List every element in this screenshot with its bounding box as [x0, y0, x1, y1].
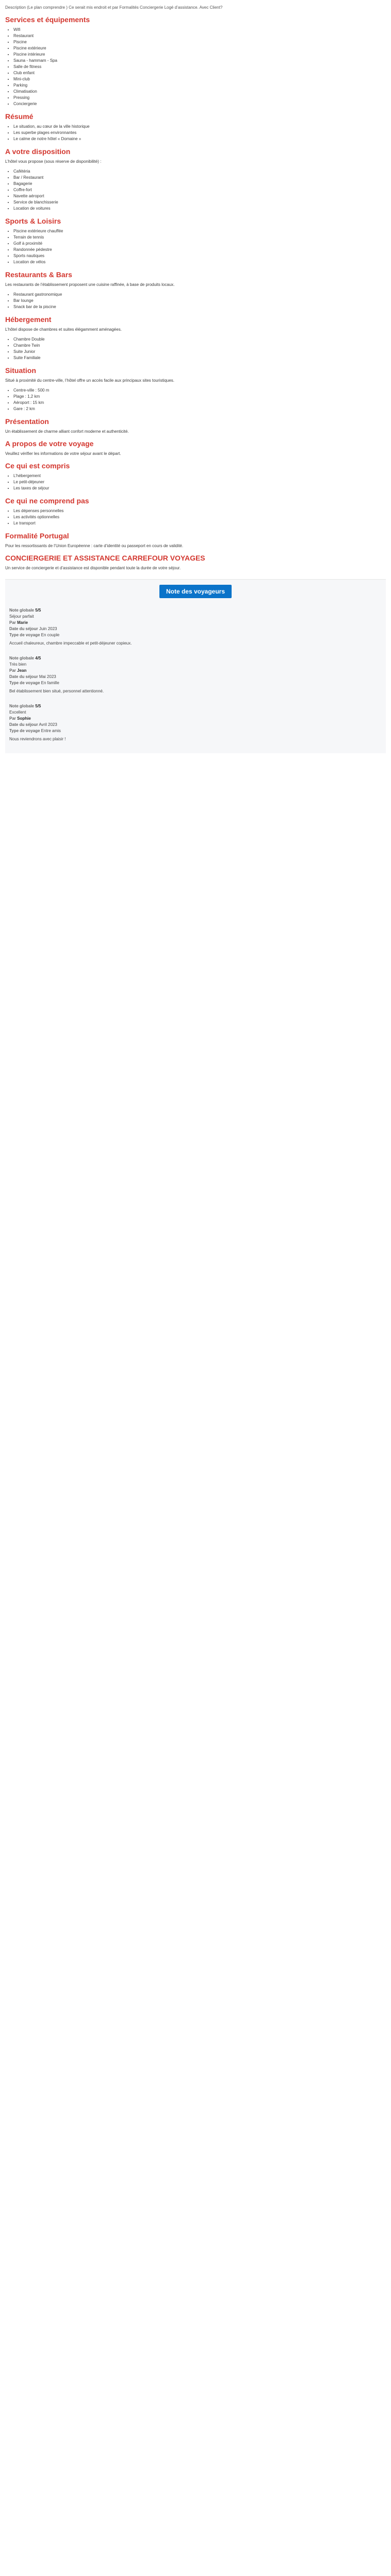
list-item: • Location de vélos: [13, 259, 386, 265]
review-comment: Bel établissement bien situé, personnel attentionné.: [9, 689, 104, 693]
section-text: L’hôtel dispose de chambres et suites élégamment aménagées.: [5, 327, 122, 332]
list-item: • Wifi: [13, 27, 386, 33]
review-type: En couple: [41, 633, 60, 637]
list-item: • Service de blanchisserie: [13, 199, 386, 206]
section-title: Services et équipements: [5, 15, 90, 24]
list-item: • Gare : 2 km: [13, 406, 386, 412]
section-text: Situé à proximité du centre-ville, l’hôtel offre un accès facile aux principaux sites touristiques.: [5, 378, 175, 383]
list-item: • Les taxes de séjour: [13, 485, 386, 492]
sports-list: [13, 228, 386, 265]
section-title: Situation: [5, 366, 36, 375]
author-label: Par: [9, 716, 16, 721]
list-item: • Le calme de notre hôtel « Domaine »: [13, 136, 386, 142]
type-label: Type de voyage: [9, 728, 40, 733]
list-item: • Terrain de tennis: [13, 234, 386, 241]
page: [5, 5, 386, 2576]
section-text: Les restaurants de l’établissement proposent une cuisine raffinée, à base de produits locaux.: [5, 282, 175, 287]
list-item: • Les activités optionnelles: [13, 514, 386, 520]
section-formalites: [5, 532, 386, 549]
list-item: • Aéroport : 15 km: [13, 400, 386, 406]
list-item: • Piscine intérieure: [13, 52, 386, 58]
list-item: • Navette aéroport: [13, 193, 386, 199]
review-item: [5, 652, 386, 700]
section-situation: [5, 366, 386, 412]
list-item: • Le petit-déjeuner: [13, 479, 386, 485]
date-label: Date du séjour: [9, 674, 38, 679]
list-item: • Bar lounge: [13, 298, 386, 304]
section-title: Formalité Portugal: [5, 532, 69, 540]
author-label: Par: [9, 668, 16, 673]
non-compris-list: [13, 508, 386, 527]
review-author: Jean: [17, 668, 27, 673]
list-item: • Suite Familiale: [13, 355, 386, 361]
list-item: • Parking: [13, 82, 386, 89]
section-hebergement: [5, 315, 386, 361]
section-title: CONCIERGERIE ET ASSISTANCE CARREFOUR VOYAGES: [5, 554, 205, 562]
type-label: Type de voyage: [9, 633, 40, 637]
section-title: Résumé: [5, 112, 34, 121]
review-rating-row: [9, 655, 382, 662]
date-label: Date du séjour: [9, 626, 38, 631]
review-date: Juin 2023: [39, 626, 57, 631]
type-label: Type de voyage: [9, 681, 40, 685]
hebergement-list: [13, 336, 386, 361]
section-text: Un service de conciergerie et d’assistance est disponible pendant toute la durée de votre séjour.: [5, 566, 181, 570]
list-item: • Plage : 1,2 km: [13, 394, 386, 400]
list-item: • Climatisation: [13, 89, 386, 95]
section-a-propos: [5, 439, 386, 456]
list-item: • Sports nautiques: [13, 253, 386, 259]
review-title: Excellent: [9, 710, 26, 715]
review-item: [5, 700, 386, 748]
review-date-row: [9, 674, 382, 680]
section-text: Un établissement de charme alliant confort moderne et authenticité.: [5, 429, 129, 434]
review-type: Entre amis: [41, 728, 61, 733]
reviews-section: [5, 579, 386, 753]
list-item: • Le situation, au cœur de la ville historique: [13, 124, 386, 130]
section-intro: L’hôtel vous propose (sous réserve de disponibilité) :: [5, 159, 102, 164]
services-list: [13, 27, 386, 107]
reviews-header: Note des voyageurs: [159, 585, 232, 598]
list-item: • Location de voitures: [13, 206, 386, 212]
review-comment: Accueil chaleureux, chambre impeccable et petit-déjeuner copieux.: [9, 641, 132, 646]
list-item: • Pressing: [13, 95, 386, 101]
review-date: Mai 2023: [39, 674, 56, 679]
resume-list: [13, 124, 386, 142]
list-item: • Le transport: [13, 520, 386, 527]
list-item: • Conciergerie: [13, 101, 386, 107]
list-item: • Club enfant: [13, 70, 386, 76]
review-type-row: [9, 680, 382, 686]
section-restaurants: [5, 270, 386, 310]
review-comment: Nous reviendrons avec plaisir !: [9, 737, 66, 741]
rating-label: Note globale: [9, 704, 35, 708]
review-item: [5, 604, 386, 652]
section-title: A propos de votre voyage: [5, 439, 94, 448]
review-date-row: [9, 626, 382, 632]
review-author-row: [9, 620, 382, 626]
section-title: Restaurants & Bars: [5, 270, 72, 279]
list-item: • Piscine: [13, 39, 386, 45]
list-item: • Bar / Restaurant: [13, 175, 386, 181]
rating-value: 5/5: [35, 704, 41, 708]
review-rating-row: [9, 703, 382, 709]
section-presentation: [5, 417, 386, 434]
list-item: • Chambre Twin: [13, 343, 386, 349]
review-type: En famille: [41, 681, 59, 685]
rating-label: Note globale: [9, 608, 35, 613]
section-title: Présentation: [5, 417, 49, 426]
list-item: • Mini-club: [13, 76, 386, 82]
section-title: Ce qui est compris: [5, 462, 70, 470]
list-item: • Restaurant gastronomique: [13, 292, 386, 298]
list-item: • Salle de fitness: [13, 64, 386, 70]
list-item: • Cafétéria: [13, 168, 386, 175]
review-date: Avril 2023: [39, 722, 57, 727]
compris-list: [13, 473, 386, 492]
section-resume: [5, 112, 386, 142]
list-item: • Suite Junior: [13, 349, 386, 355]
review-author: Sophie: [17, 716, 31, 721]
section-services: [5, 15, 386, 107]
list-item: • Restaurant: [13, 33, 386, 39]
review-type-row: [9, 728, 382, 734]
section-title: Hébergement: [5, 315, 52, 324]
review-title: Très bien: [9, 662, 27, 667]
section-text: Veuillez vérifier les informations de votre séjour avant le départ.: [5, 451, 121, 456]
page-description: Description (Le plan comprendre ) Ce serait mis endroit et par Formalités Conciergerie Logé d’assistance. Avec Client?: [5, 5, 223, 10]
review-date-row: [9, 722, 382, 728]
list-item: • Centre-ville : 500 m: [13, 387, 386, 394]
section-conciergerie: [5, 554, 386, 571]
review-author-row: [9, 716, 382, 722]
situation-list: [13, 387, 386, 412]
section-text: Pour les ressortissants de l’Union Européenne : carte d’identité ou passeport en cours de validité.: [5, 544, 184, 548]
author-label: Par: [9, 620, 16, 625]
list-item: • Sauna - hammam - Spa: [13, 58, 386, 64]
list-item: • Piscine extérieure chauffée: [13, 228, 386, 234]
date-label: Date du séjour: [9, 722, 38, 727]
list-item: • Golf à proximité: [13, 241, 386, 247]
list-item: • Snack bar de la piscine: [13, 304, 386, 310]
section-sports: [5, 217, 386, 265]
rating-label: Note globale: [9, 656, 35, 660]
list-item: • Randonnée pédestre: [13, 247, 386, 253]
section-disposition: [5, 147, 386, 212]
section-compris: [5, 462, 386, 492]
rating-value: 4/5: [35, 656, 41, 660]
review-title: Séjour parfait: [9, 614, 34, 619]
list-item: • Les dépenses personnelles: [13, 508, 386, 514]
list-item: • Piscine extérieure: [13, 45, 386, 52]
rating-value: 5/5: [35, 608, 41, 613]
disposition-list: [13, 168, 386, 212]
list-item: • Coffre-fort: [13, 187, 386, 193]
restaurants-list: [13, 292, 386, 310]
list-item: • L’hébergement: [13, 473, 386, 479]
review-type-row: [9, 632, 382, 638]
section-title: A votre disposition: [5, 147, 71, 156]
list-item: • Les superbe plages environnantes: [13, 130, 386, 136]
section-non-compris: [5, 497, 386, 527]
review-author-row: [9, 668, 382, 674]
section-title: Sports & Loisirs: [5, 217, 61, 225]
review-rating-row: [9, 607, 382, 614]
list-item: • Bagagerie: [13, 181, 386, 187]
list-item: • Chambre Double: [13, 336, 386, 343]
review-author: Marie: [17, 620, 28, 625]
section-title: Ce qui ne comprend pas: [5, 497, 89, 505]
